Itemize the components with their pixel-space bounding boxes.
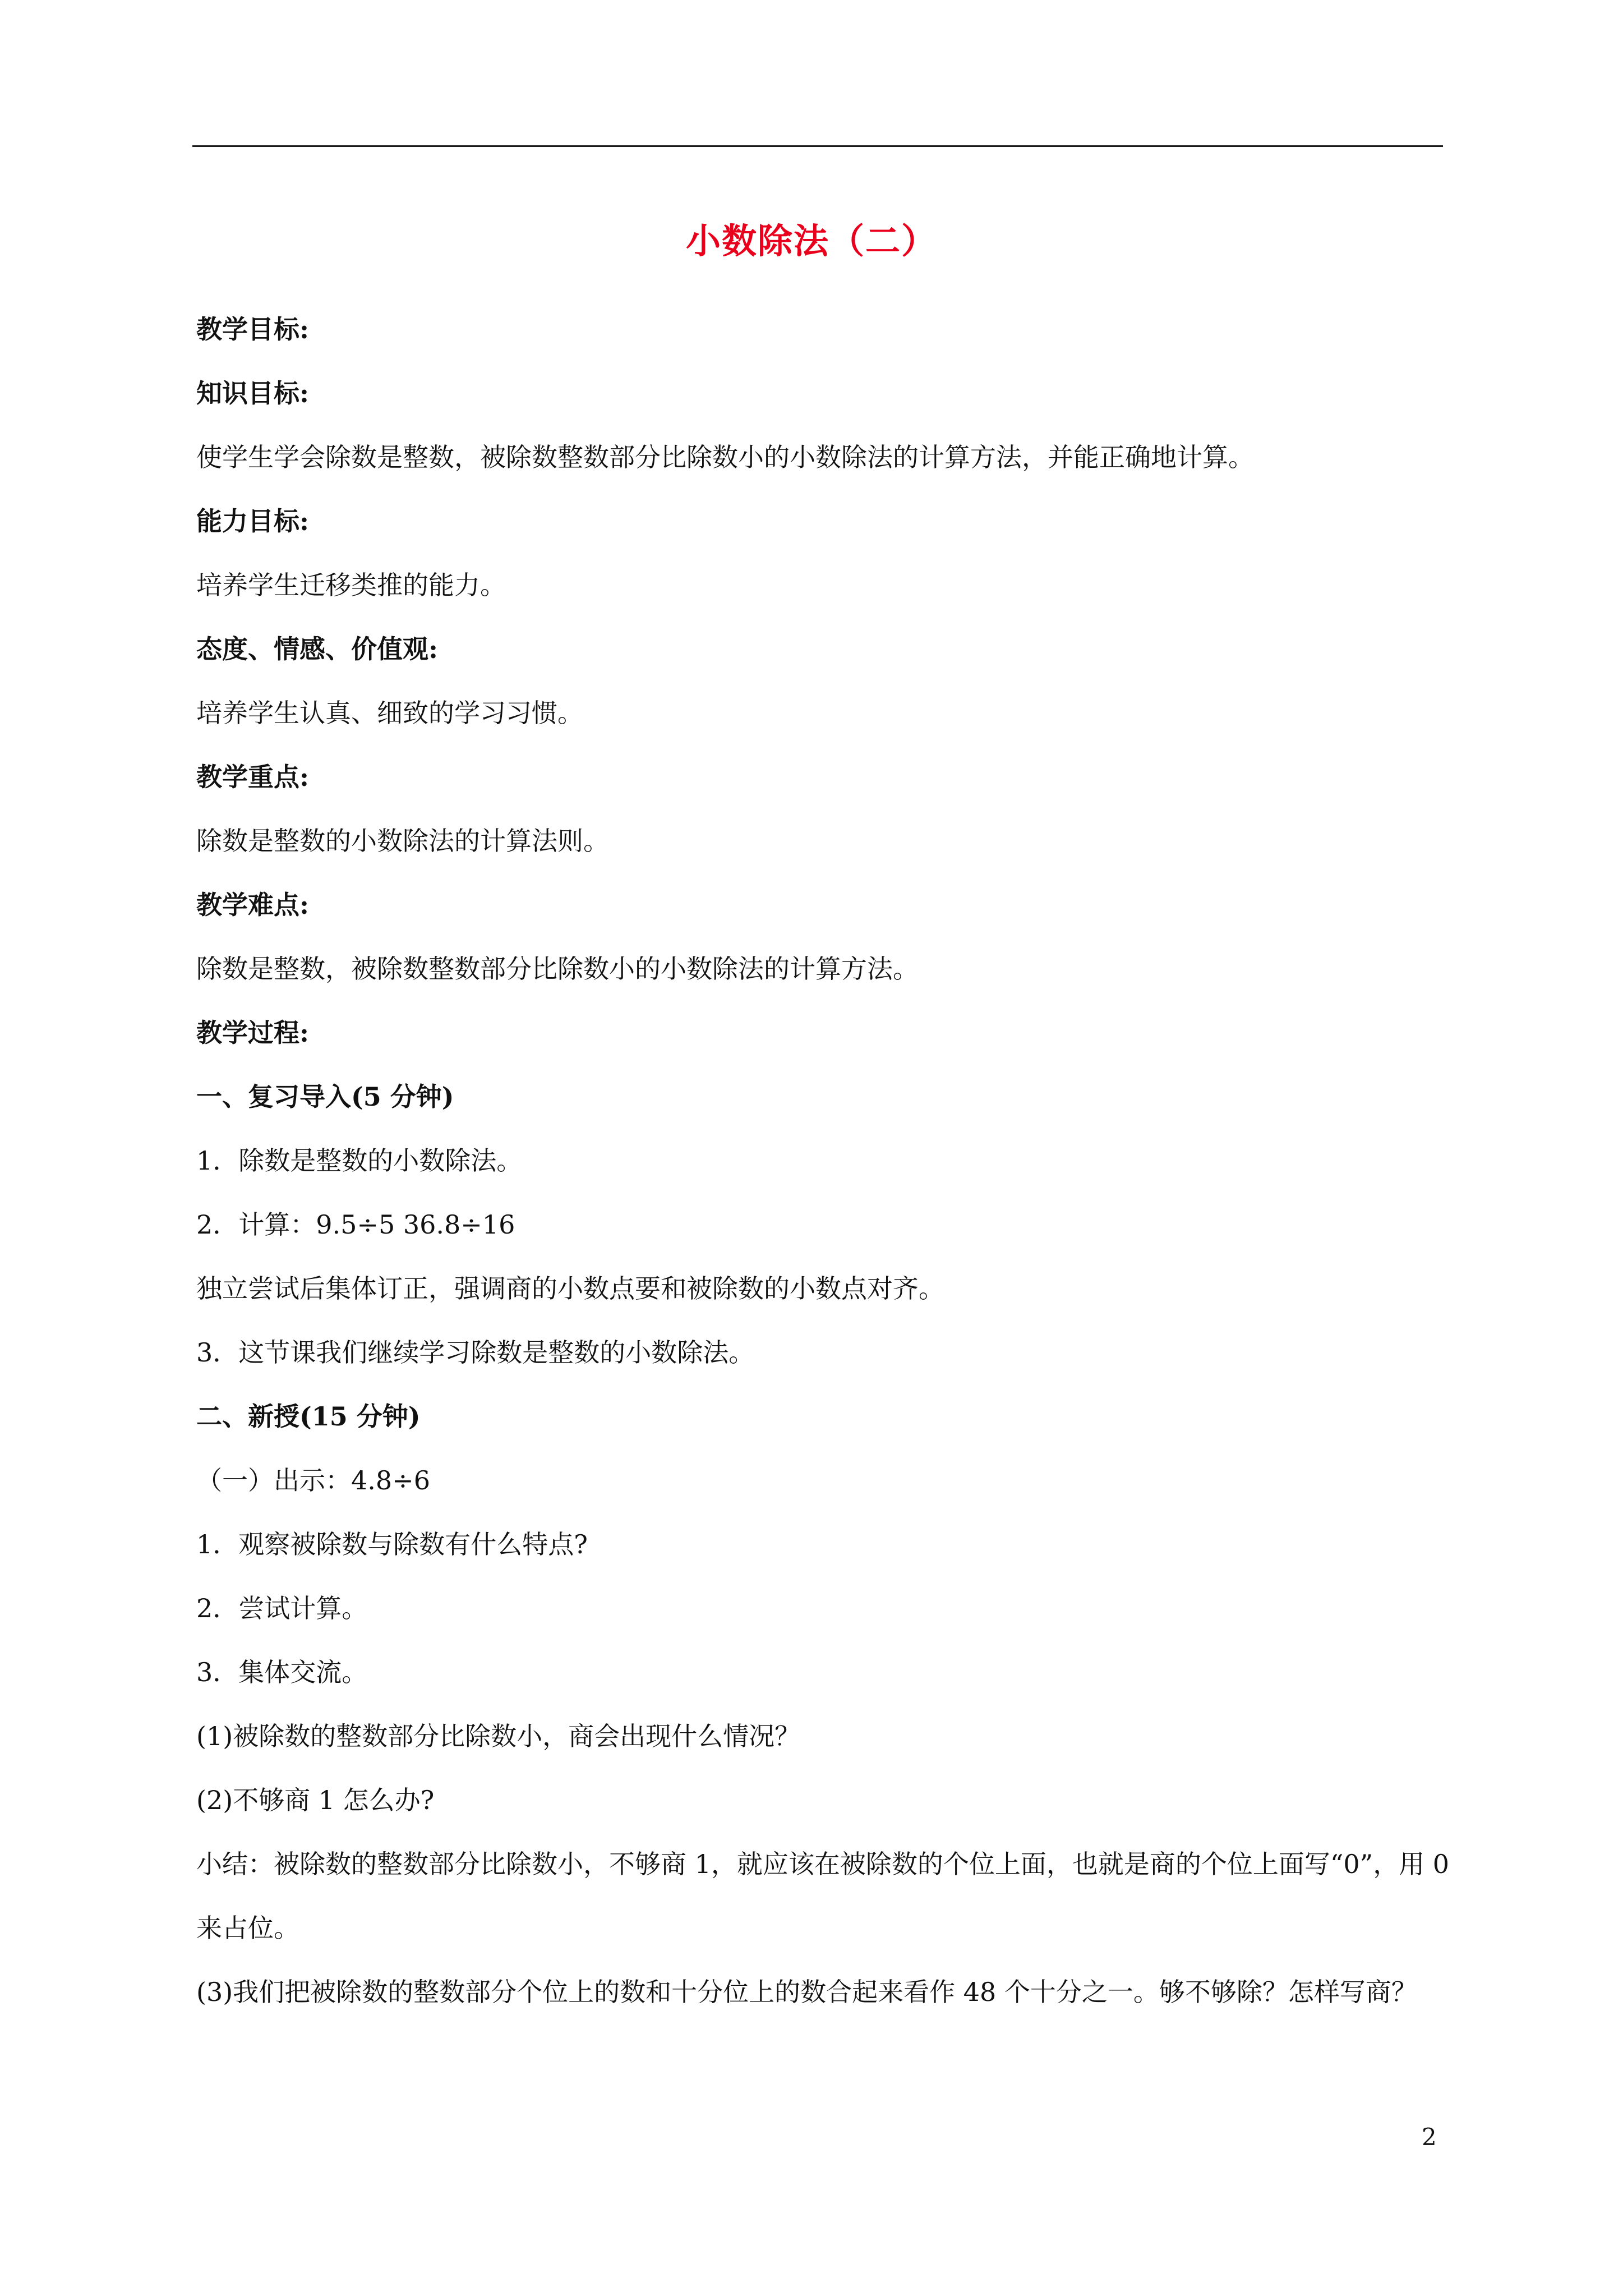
ability-text: 培养学生迁移类推的能力。 [196,570,506,600]
attitude-text: 培养学生认真、细致的学习习惯。 [196,698,583,728]
page-number: 2 [1422,2123,1437,2151]
key-point-heading: 教学重点: [196,762,309,792]
knowledge-heading: 知识目标: [196,378,309,408]
part1-item-2: 2．计算：9.5÷5 36.8÷16 [196,1209,515,1240]
part2-summary: 小结：被除数的整数部分比除数小，不够商 1，就应该在被除数的个位上面，也就是商的个位上面写“0”，用 0 来占位。 [196,1849,1450,1943]
difficulty-text: 除数是整数，被除数整数部分比除数小的小数除法的计算方法。 [196,954,919,984]
part2-item-1: 1．观察被除数与除数有什么特点? [196,1529,588,1559]
part1-note: 独立尝试后集体订正，强调商的小数点要和被除数的小数点对齐。 [196,1273,944,1304]
part2-item-2: 2．尝试计算。 [196,1593,368,1623]
part2-question-3: (3)我们把被除数的整数部分个位上的数和十分位上的数合起来看作 48 个十分之一。够不够除？怎样写商？ [196,1977,1417,2007]
part1-heading: 一、复习导入(5 分钟) [196,1082,454,1112]
part2-question-1: (1)被除数的整数部分比除数小，商会出现什么情况？ [196,1721,801,1751]
document-title: 小数除法（二） [685,220,937,261]
part2-item-3: 3．集体交流。 [196,1657,368,1687]
part1-item-3: 3．这节课我们继续学习除数是整数的小数除法。 [196,1337,755,1368]
difficulty-heading: 教学难点: [196,890,309,920]
ability-heading: 能力目标: [196,506,309,536]
knowledge-text: 使学生学会除数是整数，被除数整数部分比除数小的小数除法的计算方法，并能正确地计算。 [196,442,1254,472]
header-rule [192,145,1443,147]
part2-question-2: (2)不够商 1 怎么办? [196,1785,435,1815]
document-body [196,297,1453,2024]
part1-item-1: 1．除数是整数的小数除法。 [196,1145,523,1176]
part2-heading: 二、新授(15 分钟) [196,1401,421,1432]
process-heading: 教学过程: [196,1018,309,1048]
attitude-heading: 态度、情感、价值观: [196,634,438,664]
goals-heading: 教学目标: [196,314,309,344]
key-point-text: 除数是整数的小数除法的计算法则。 [196,826,609,856]
part2-show: （一）出示：4.8÷6 [196,1465,430,1496]
